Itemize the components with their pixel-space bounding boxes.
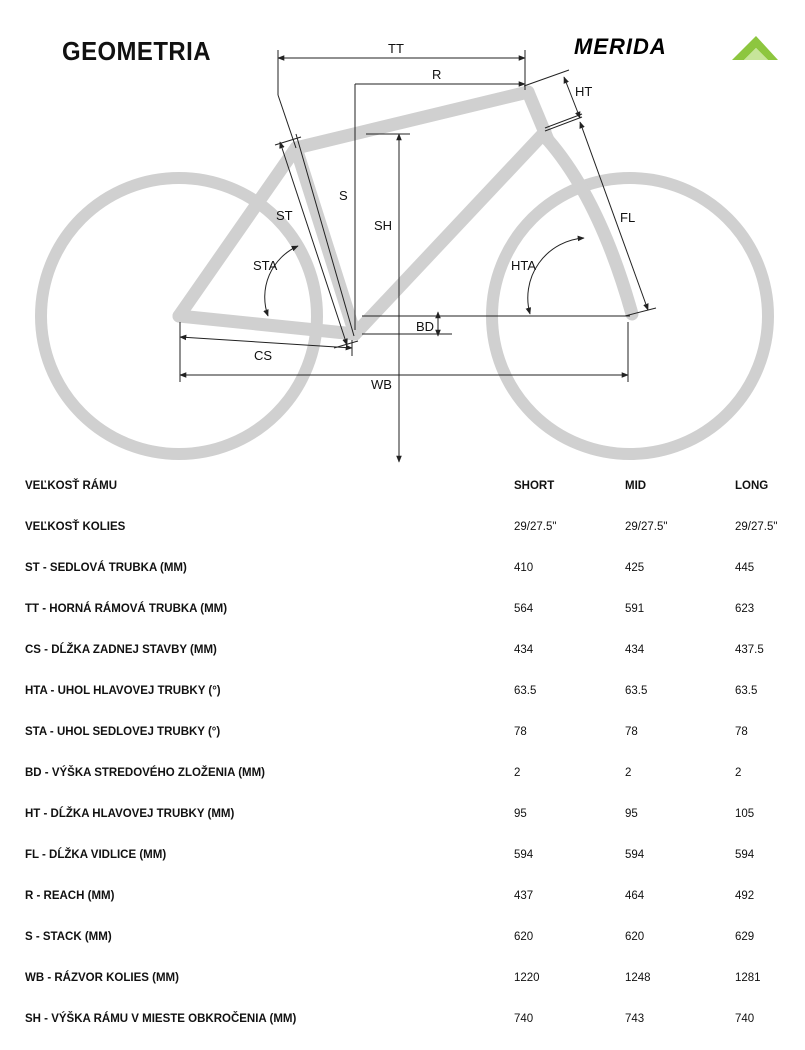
label-hta: HTA <box>511 258 537 273</box>
cell-value: 425 <box>625 562 645 574</box>
table-header <box>0 480 805 500</box>
cell-value: 445 <box>735 562 755 574</box>
table-row <box>0 849 805 869</box>
cell-value: 437.5 <box>735 644 764 656</box>
cell-value: 78 <box>514 726 527 738</box>
cell-value: 29/27.5" <box>625 521 668 533</box>
geometry-diagram <box>0 0 805 470</box>
cell-value: 594 <box>735 849 755 861</box>
cell-value: 492 <box>735 890 755 902</box>
table-row <box>0 808 805 828</box>
row-label: SH - VÝŠKA RÁMU V MIESTE OBKROČENIA (MM) <box>25 1013 297 1025</box>
header-cell: LONG <box>735 480 769 492</box>
row-label: FL - DĹŽKA VIDLICE (MM) <box>25 849 167 861</box>
cell-value: 63.5 <box>625 685 648 697</box>
cell-value: 437 <box>514 890 534 902</box>
cell-value: 95 <box>625 808 638 820</box>
cell-value: 105 <box>735 808 755 820</box>
label-sta: STA <box>253 258 278 273</box>
cell-value: 1248 <box>625 972 651 984</box>
table-row <box>0 685 805 705</box>
row-label: WB - RÁZVOR KOLIES (MM) <box>25 972 179 984</box>
row-label: VEĽKOSŤ KOLIES <box>25 521 126 533</box>
header-cell: MID <box>625 480 647 492</box>
row-label: BD - VÝŠKA STREDOVÉHO ZLOŽENIA (MM) <box>25 767 266 779</box>
cell-value: 594 <box>514 849 534 861</box>
label-ht: HT <box>575 84 593 99</box>
label-bd: BD <box>416 319 435 334</box>
cell-value: 434 <box>514 644 534 656</box>
cell-value: 434 <box>625 644 645 656</box>
row-label: S - STACK (MM) <box>25 931 112 943</box>
label-s: S <box>339 188 348 203</box>
cell-value: 78 <box>735 726 748 738</box>
row-label: R - REACH (MM) <box>25 890 115 902</box>
label-cs: CS <box>254 348 273 363</box>
cell-value: 29/27.5" <box>514 521 557 533</box>
row-label: STA - UHOL SEDLOVEJ TRUBKY (°) <box>25 726 221 738</box>
cell-value: 2 <box>514 767 521 779</box>
cell-value: 2 <box>625 767 632 779</box>
cell-value: 594 <box>625 849 645 861</box>
cell-value: 620 <box>514 931 534 943</box>
cell-value: 410 <box>514 562 534 574</box>
cell-value: 629 <box>735 931 755 943</box>
cell-value: 591 <box>625 603 645 615</box>
cell-value: 464 <box>625 890 645 902</box>
table-row <box>0 562 805 582</box>
cell-value: 620 <box>625 931 645 943</box>
cell-value: 29/27.5" <box>735 521 778 533</box>
cell-value: 95 <box>514 808 527 820</box>
header-cell: VEĽKOSŤ RÁMU <box>25 480 117 492</box>
label-r: R <box>432 67 442 82</box>
cell-value: 63.5 <box>735 685 758 697</box>
label-wb: WB <box>371 377 392 392</box>
table-row <box>0 972 805 992</box>
table-row <box>0 1013 805 1033</box>
cell-value: 743 <box>625 1013 645 1025</box>
cell-value: 1220 <box>514 972 540 984</box>
label-tt: TT <box>388 41 404 56</box>
cell-value: 63.5 <box>514 685 537 697</box>
table-row <box>0 603 805 623</box>
label-st: ST <box>276 208 293 223</box>
cell-value: 564 <box>514 603 534 615</box>
table-row <box>0 521 805 541</box>
cell-value: 740 <box>514 1013 534 1025</box>
cell-value: 623 <box>735 603 755 615</box>
brand-wordmark: MERIDA <box>574 34 667 59</box>
page-title: GEOMETRIA <box>62 36 211 66</box>
table-row <box>0 890 805 910</box>
label-sh: SH <box>374 218 393 233</box>
row-label: TT - HORNÁ RÁMOVÁ TRUBKA (MM) <box>25 603 228 615</box>
table-row <box>0 931 805 951</box>
row-label: HTA - UHOL HLAVOVEJ TRUBKY (°) <box>25 685 221 697</box>
table-row <box>0 726 805 746</box>
row-label: ST - SEDLOVÁ TRUBKA (MM) <box>25 562 187 574</box>
cell-value: 2 <box>735 767 742 779</box>
header-cell: SHORT <box>514 480 555 492</box>
table-row <box>0 767 805 787</box>
cell-value: 78 <box>625 726 638 738</box>
bike-frame <box>179 92 632 334</box>
label-fl: FL <box>620 210 636 225</box>
cell-value: 1281 <box>735 972 761 984</box>
table-row <box>0 644 805 664</box>
row-label: CS - DĹŽKA ZADNEJ STAVBY (MM) <box>25 644 217 656</box>
row-label: HT - DĹŽKA HLAVOVEJ TRUBKY (MM) <box>25 808 235 820</box>
cell-value: 740 <box>735 1013 755 1025</box>
